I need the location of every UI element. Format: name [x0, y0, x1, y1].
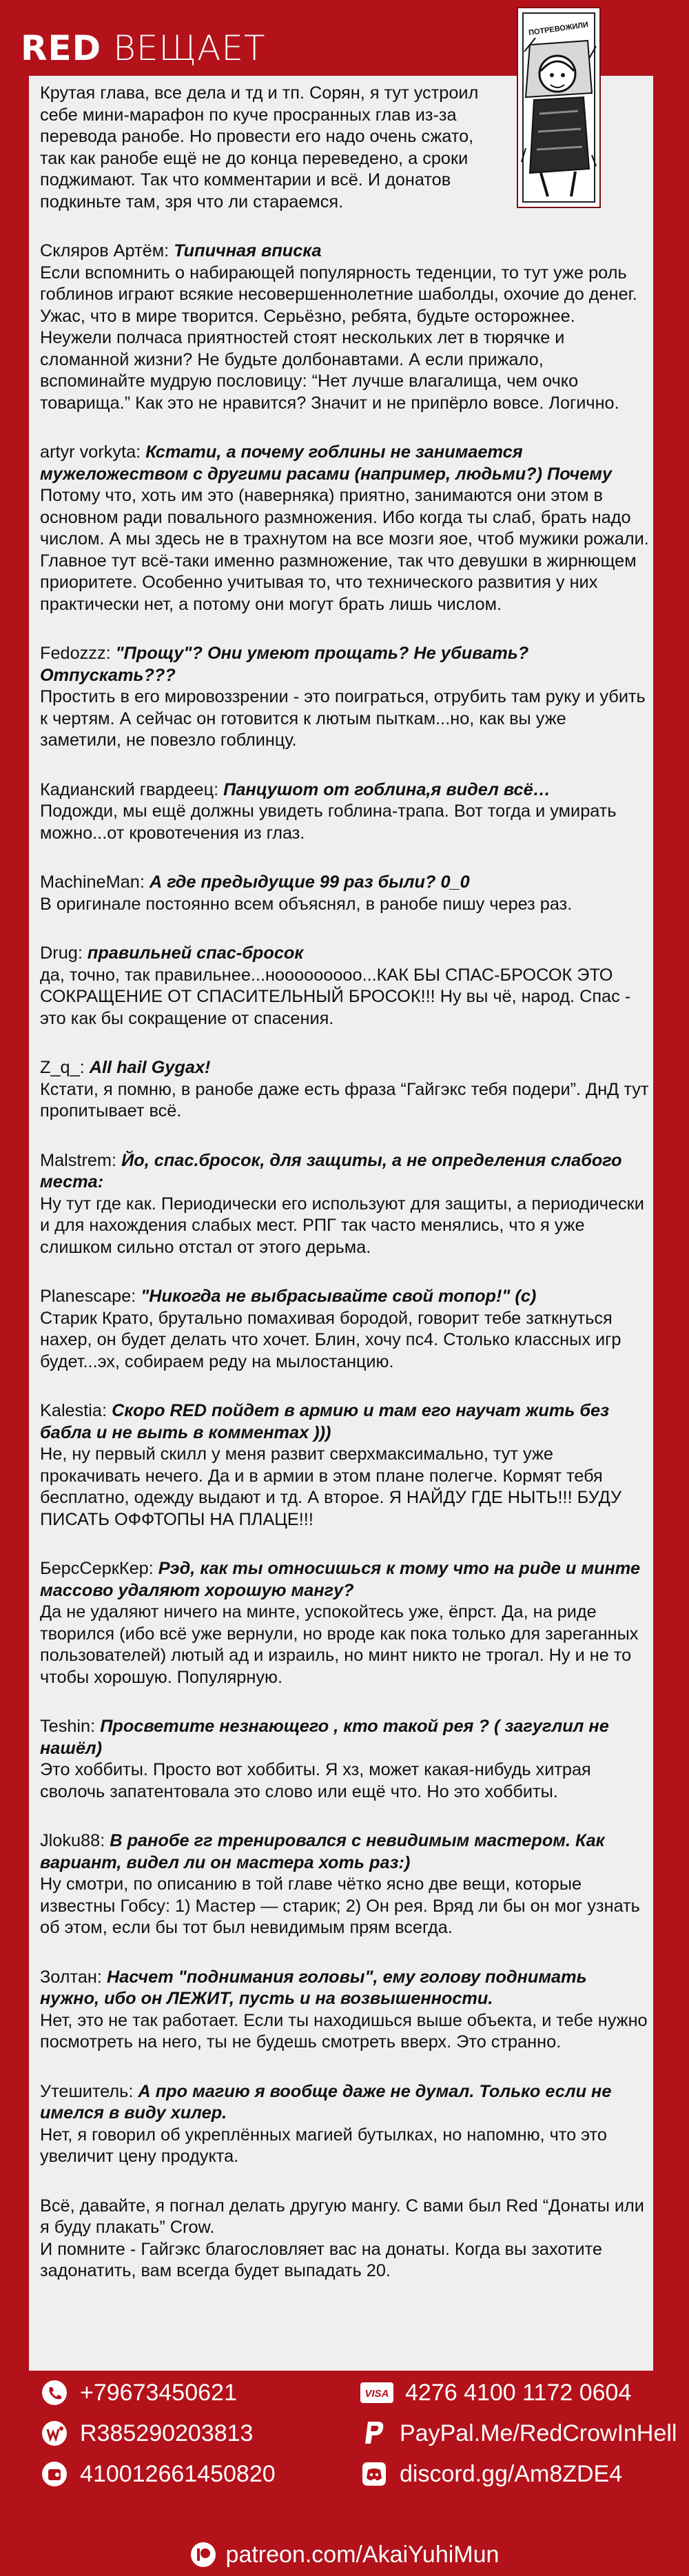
- comment-header: [40, 1558, 649, 1602]
- comment-answer: да, точно, так правильнее...нооооооооо...КАК БЫ СПАС-БРОСОК ЭТО СОКРАЩЕНИЕ ОТ СПАСИТЕЛЬНЫЙ БРОСОК!!! Ну вы чё, народ. Спас - это как бы сокращение от спасения.: [40, 965, 631, 1028]
- outro-line: Всё, давайте, я погнал делать другую мангу. С вами был Red “Донаты или я буду плакать” Crow.: [40, 2196, 644, 2237]
- brand-logo: [21, 29, 265, 68]
- visa-contact[interactable]: [360, 2378, 631, 2408]
- comment-question: All hail Gygax!: [89, 1058, 211, 1077]
- comment-entry: [40, 872, 649, 915]
- outro: [40, 2196, 649, 2282]
- svg-text:VISA: VISA: [364, 2388, 389, 2400]
- comment-author: Drug:: [40, 943, 83, 963]
- comment-author: БерсСеркКер:: [40, 1559, 154, 1578]
- comment-header: [40, 1716, 649, 1759]
- patreon-contact[interactable]: [0, 2539, 689, 2570]
- discord-contact[interactable]: [360, 2459, 622, 2489]
- comment-answer: Нет, это не так работает. Если ты находишься выше объекта, и тебе нужно посмотреть на него, ты не будешь смотреть вверх. Это странно.: [40, 2010, 648, 2052]
- paypal-icon: [360, 2419, 389, 2448]
- comment-question: В ранобе гг тренировался с невидимым мастером. Как вариант, видел ли он мастера хоть раз:): [40, 1831, 605, 1872]
- comment-header: [40, 442, 649, 485]
- comment-entry: [40, 1967, 649, 2054]
- comment-author: Malstrem:: [40, 1150, 117, 1170]
- yandex-money-icon: [40, 2460, 69, 2488]
- phone-icon: [40, 2378, 69, 2407]
- comment-author: Скляров Артём:: [40, 241, 169, 260]
- comment-author: Fedozzz:: [40, 644, 111, 663]
- comment-author: Kalestia:: [40, 1401, 107, 1420]
- comment-header: [40, 241, 649, 263]
- comment-header: [40, 1830, 649, 1874]
- comment-answer: Не, ну первый скилл у меня развит сверхмаксимально, тут уже прокачивать нечего. Да и в армии в этом плане полегче. Кормят тебя бесплатно, одежду выдают и тд. А второе. Я НАЙДУ ГДЕ НЫТЬ!!! БУДУ ПИСАТЬ ОФФТОПЫ НА ПЛАЦЕ!!!: [40, 1444, 622, 1529]
- comment-answer: Кстати, я помню, в ранобе даже есть фраза “Гайгэкс тебя подери”. ДнД тут пропитывает всё.: [40, 1079, 649, 1121]
- patreon-link: patreon.com/AkaiYuhiMun: [225, 2541, 500, 2568]
- comment-answer: Подожди, мы ещё должны увидеть гоблина-трапа. Вот тогда и умирать можно...от кровотечения из глаз.: [40, 801, 617, 843]
- phone-number: +79673450621: [80, 2380, 237, 2406]
- comment-question: Кстати, а почему гоблины не занимается мужеложеством с другими расами (например, людьми?) Почему: [40, 442, 613, 484]
- comment-header: [40, 1286, 649, 1308]
- comment-entry: [40, 1830, 649, 1939]
- comment-author: Золтан:: [40, 1967, 102, 1987]
- comment-entry: [40, 1057, 649, 1123]
- content: [40, 83, 653, 2282]
- comment-author: MachineMan:: [40, 872, 145, 892]
- comment-author: Z_q_:: [40, 1058, 85, 1077]
- comment-question: А где предыдущие 99 раз были? 0_0: [149, 872, 470, 892]
- comment-question: "Никогда не выбрасывайте свой топор!" (с): [141, 1287, 537, 1306]
- comment-question: Просветите незнающего , кто такой рея ? ( загуглил не нашёл): [40, 1717, 609, 1758]
- brand-bold: RED: [21, 28, 102, 68]
- comment-header: [40, 1057, 649, 1079]
- comment-question: А про магию я вообще даже не думал. Только если не имелся в виду хилер.: [40, 2081, 612, 2123]
- comment-entry: [40, 1558, 649, 1688]
- outro-line: И помните - Гайгэкс благословляет вас на донаты. Когда вы захотите задонатить, вам всегда будет выпадать 20.: [40, 2239, 602, 2280]
- comment-entry: [40, 1150, 649, 1259]
- visa-card-icon: [360, 2378, 394, 2407]
- webmoney-icon: [40, 2419, 69, 2448]
- comment-answer: Простить в его мировоззрении - это поиграться, отрубить там руку и убить к чертям. А сейчас он готовится к лютым пыткам...но, как вы уже заметили, не повезло гоблинцу.: [40, 687, 646, 750]
- comment-answer: Нет, я говорил об укреплённых магией бутылках, но напомню, что это увеличит цену продукта.: [40, 2125, 607, 2166]
- comment-header: [40, 872, 649, 894]
- brand-light: ВЕЩАЕТ: [113, 28, 266, 68]
- comment-answer: Да не удаляют ничего на минте, успокойтесь уже, ёпрст. Да, на риде творился (ибо всё уже вернули, но вроде как пока только для зареганных пользователей) лютый ад и израиль, но минт никто не трогал. Ну и не то чтобы хорошую. Популярную.: [40, 1602, 639, 1687]
- comment-author: Planescape:: [40, 1287, 136, 1306]
- comment-question: Йо, спас.бросок, для защиты, а не определения слабого места:: [40, 1150, 622, 1192]
- comment-question: правильней спас-бросок: [87, 943, 304, 963]
- yandex-wallet: 410012661450820: [80, 2461, 276, 2487]
- yandex-money-contact[interactable]: [40, 2459, 276, 2489]
- discord-icon: [360, 2460, 389, 2488]
- comment-entry: [40, 241, 649, 414]
- comment-header: [40, 2081, 649, 2125]
- discord-invite: discord.gg/Am8ZDE4: [400, 2461, 623, 2487]
- comment-author: artyr vorkyta:: [40, 442, 141, 462]
- comments-list: [40, 241, 653, 2168]
- visa-card-number: 4276 4100 1172 0604: [405, 2380, 632, 2406]
- comment-entry: [40, 1286, 649, 1373]
- comment-question: Рэд, как ты относишься к тому что на риде и минте массово удаляют хорошую мангу?: [40, 1559, 641, 1600]
- comment-author: Кадианский гвардеец:: [40, 779, 219, 799]
- comment-author: Утешитель:: [40, 2081, 134, 2101]
- comment-entry: [40, 943, 649, 1030]
- comment-header: [40, 1150, 649, 1194]
- comment-entry: [40, 1716, 649, 1803]
- webmoney-wallet: R385290203813: [80, 2420, 254, 2446]
- comment-question: "Прощу"? Они умеют прощать? Не убивать? Отпускать???: [40, 644, 529, 685]
- comment-answer: Потому что, хоть им это (наверняка) приятно, занимаются они этом в основном ради повального размножения. Ибо когда ты слаб, брать надо числом. А мы здесь не в трахнутом на все мозги яое, чтоб мужики рожали. Главное тут всё-таки именно размножение, так что девушки в жирнющем приоритете. Особенно учитывая то, что технического развития у них практически нет, а потому они могут брать лишь числом.: [40, 486, 649, 614]
- phone-contact[interactable]: [40, 2378, 237, 2408]
- intro-text: Крутая глава, все дела и тд и тп. Сорян, я тут устроил себе мини-марафон по куче просранных глав из-за перевода ранобе. Но провести его надо очень сжато, так как ранобе ещё не до конца переведено, а сроки поджимают. Так что комментарии и всё. И донатов подкиньте там, зря что ли стараемся.: [40, 83, 479, 212]
- comment-author: Jloku88:: [40, 1831, 105, 1850]
- comment-answer: Ну смотри, по описанию в той главе чётко ясно две вещи, которые известны Гобсу: 1) Мастер — старик; 2) Он рея. Вряд ли бы он мог узнать об этом, если бы тот был невидимым прям всегда.: [40, 1874, 640, 1937]
- comment-question: Типичная вписка: [174, 241, 322, 260]
- comment-entry: [40, 643, 649, 752]
- paypal-contact[interactable]: [360, 2418, 677, 2449]
- comment-header: [40, 943, 649, 965]
- comment-header: [40, 779, 649, 801]
- comment-answer: Ну тут где как. Периодически его используют для защиты, а периодически и для нахождения слабых мест. РПГ так часто менялись, что я уже слишком сильно отстал от этого дерьма.: [40, 1194, 644, 1257]
- comment-question: Скоро RED пойдет в армию и там его научат жить без бабла и не выть в комментах ))): [40, 1401, 610, 1442]
- comment-entry: [40, 442, 649, 615]
- comment-entry: [40, 2081, 649, 2168]
- comment-entry: [40, 1400, 649, 1531]
- comment-header: [40, 1400, 649, 1444]
- avatar-caption: ПОТРЕВОЖИЛИ: [528, 21, 589, 38]
- comment-answer: Старик Крато, брутально помахивая бородой, говорит тебе заткнуться нахер, он будет делать что хочет. Блин, хочу пс4. Столько классных игр будет...эх, собираем реду на мылостанцию.: [40, 1308, 621, 1371]
- comment-question: Насчет "поднимания головы", ему голову поднимать нужно, ибо он ЛЕЖИТ, пусть и на возвышенности.: [40, 1967, 587, 2008]
- comment-author: Teshin:: [40, 1717, 96, 1736]
- comment-header: [40, 1967, 649, 2010]
- comment-entry: [40, 779, 649, 845]
- webmoney-contact[interactable]: [40, 2418, 253, 2449]
- comment-answer: Это хоббиты. Просто вот хоббиты. Я хз, может какая-нибудь хитрая сволочь запатентовала это слово или ещё что. Но это хоббиты.: [40, 1760, 591, 1801]
- comment-answer: В оригинале постоянно всем объяснял, в ранобе пишу через раз.: [40, 894, 573, 914]
- comment-question: Панцушот от гоблина,я видел всё…: [223, 779, 551, 799]
- paypal-link: PayPal.Me/RedCrowInHell: [400, 2420, 677, 2446]
- comment-header: [40, 643, 649, 686]
- comment-answer: Если вспомнить о набирающей популярность теденции, то тут уже роль гоблинов играют всякие несовершеннолетние шаболды, охочие до денег. Ужас, что в мире творится. Серьёзно, ребята, будьте осторожнее. Неужели полчаса приятностей стоят нескольких лет в тюрячке и сломанной жизни? Не будьте долбонавтами. А если прижало, вспоминайте мудрую пословицу: “Нет лучше влагалища, чем очко товарища.” Как это не нравится? Значит и не припёрло вовсе. Логично.: [40, 263, 637, 413]
- patreon-icon: [190, 2542, 216, 2568]
